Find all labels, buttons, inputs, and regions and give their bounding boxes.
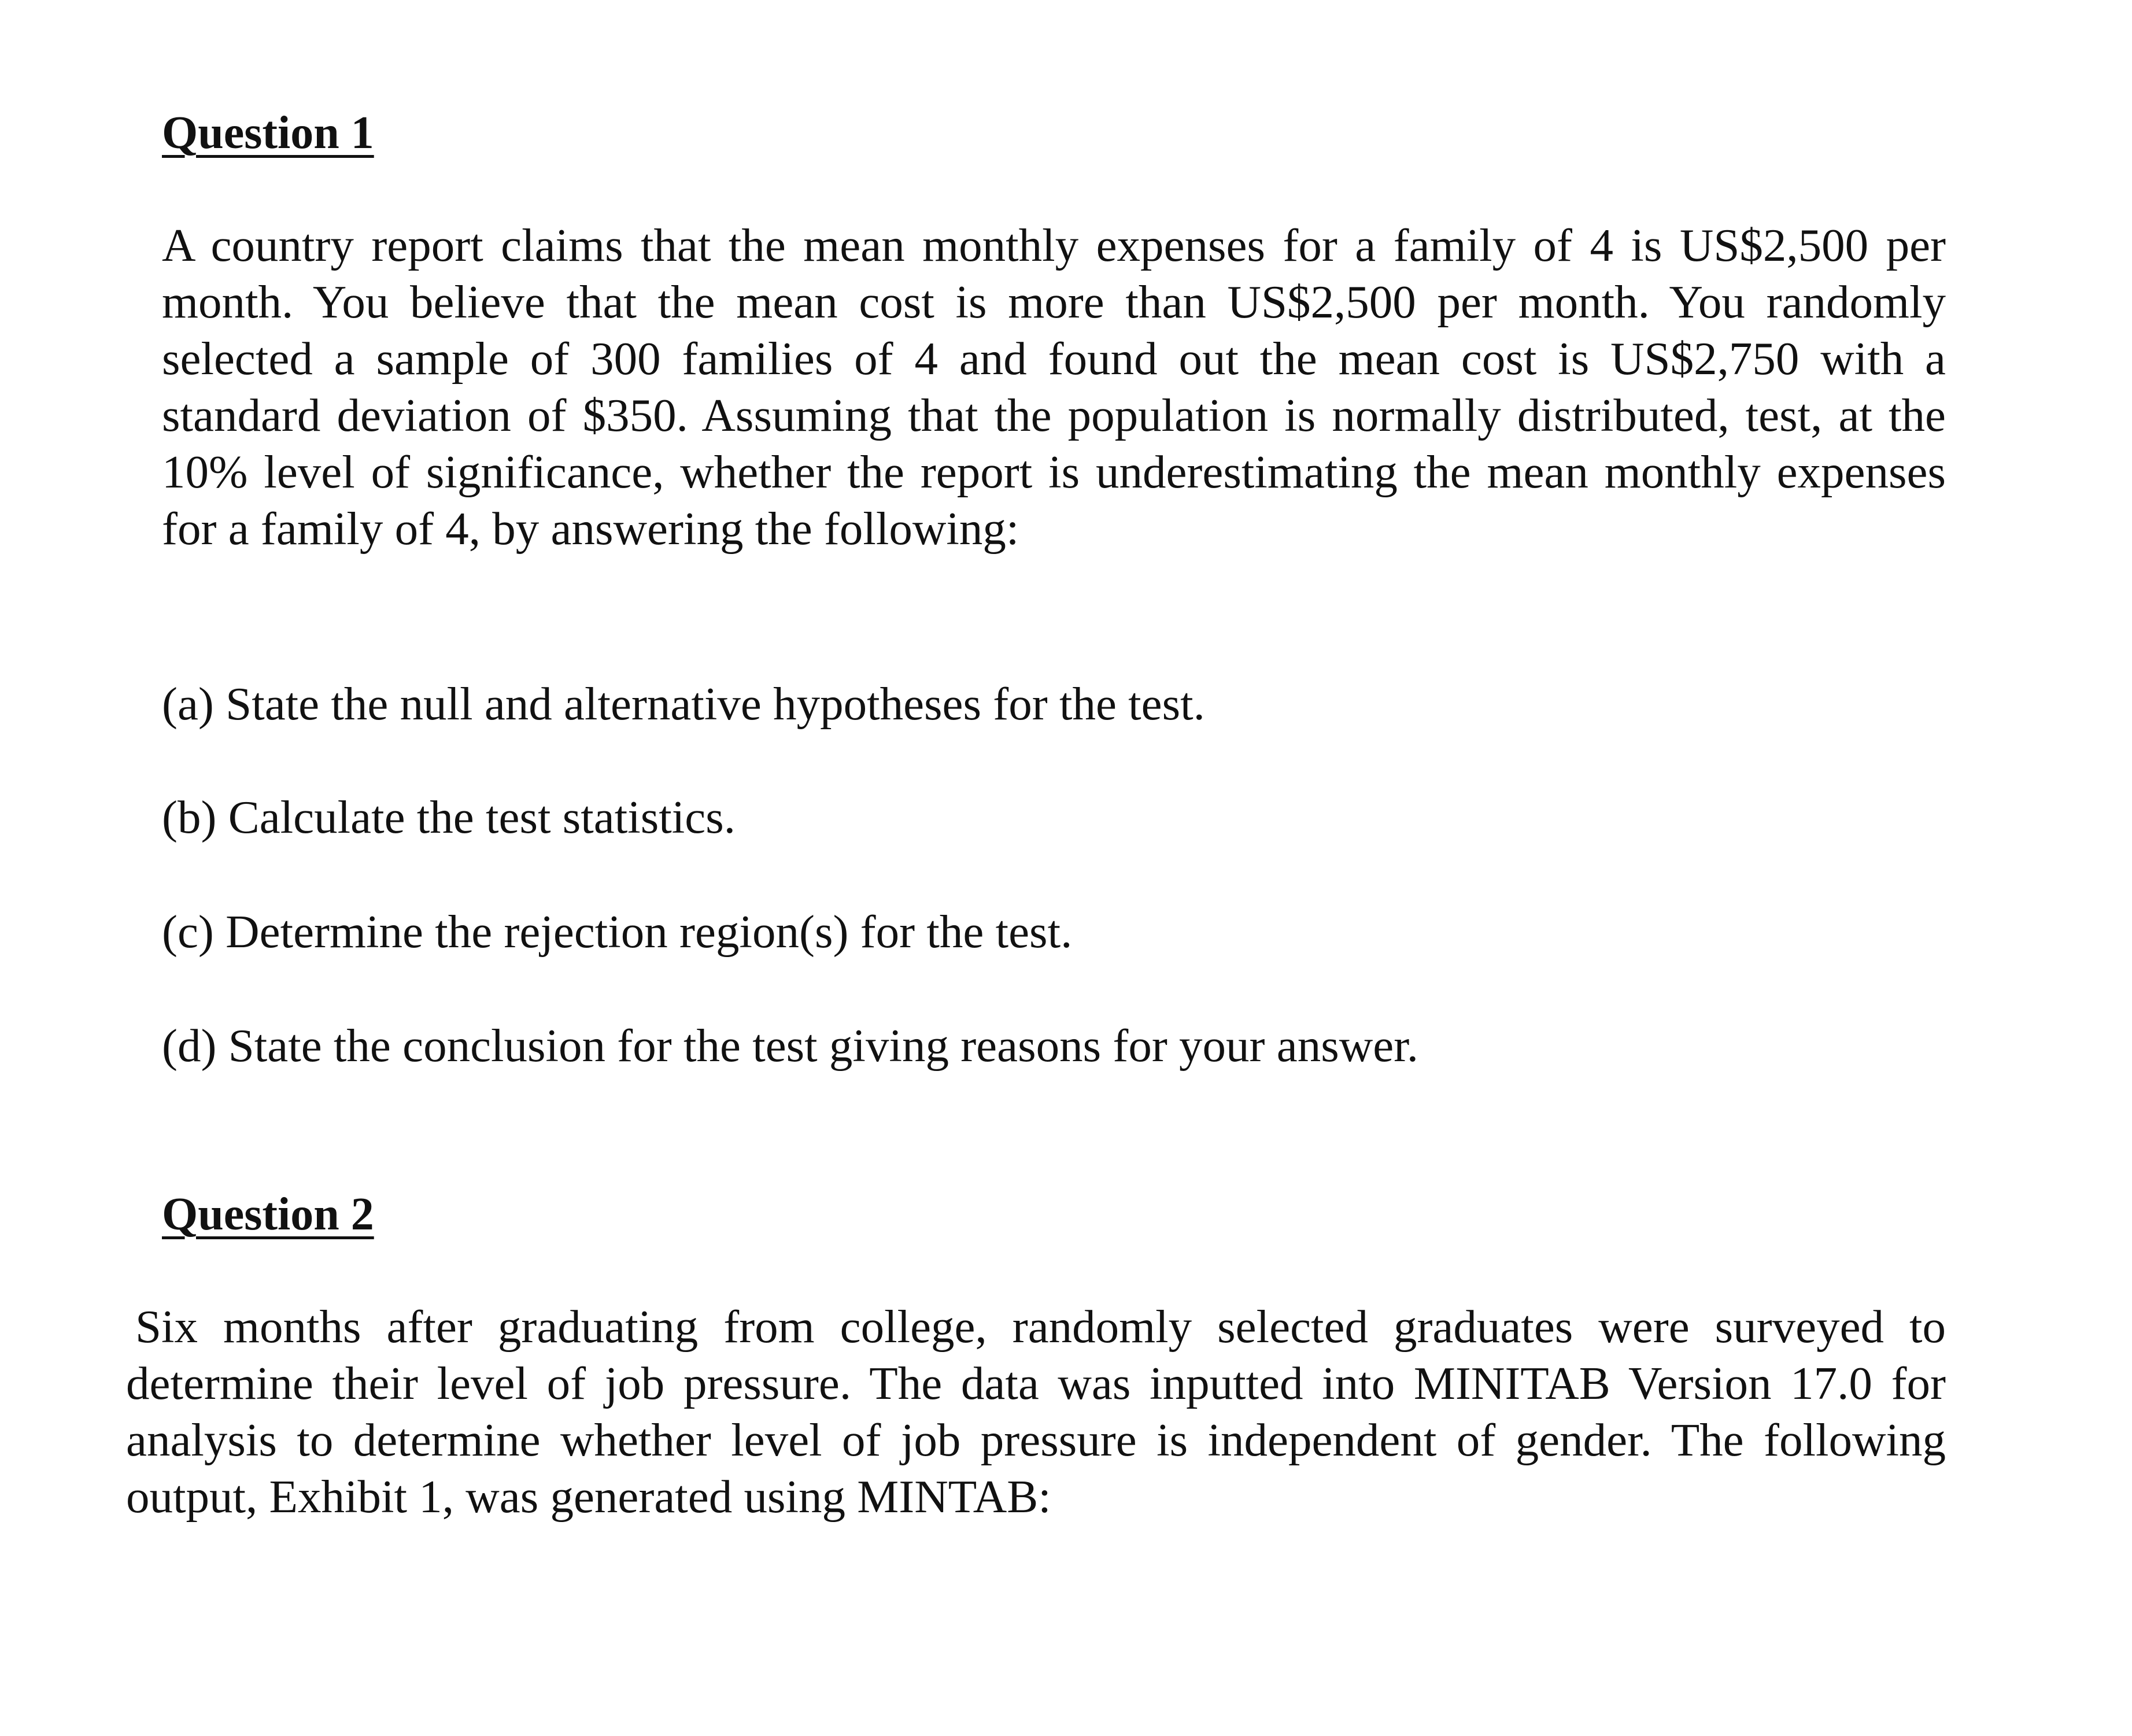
question-1-part-b: (b) Calculate the test statistics. (162, 791, 736, 843)
question-2-heading: Question 2 (162, 1189, 374, 1240)
question-1-part-a: (a) State the null and alternative hypotheses for the test. (162, 678, 1205, 730)
question-1-part-c: (c) Determine the rejection region(s) for the test. (162, 906, 1073, 958)
question-1-body: A country report claims that the mean monthly expenses for a family of 4 is US$2,500 per month. You believe that the mean cost is more than US$2,500 per month. You randomly selected a sample of 300 families of 4 and found out the mean cost is US$2,750 with a standard deviation of $350. Assuming that the population is normally distributed, test, at the 10% level of significance, whether the report is underestimating the mean monthly expenses for a family of 4, by answering the following: (162, 219, 1946, 555)
question-1-heading: Question 1 (162, 108, 374, 158)
question-2-body: Six months after graduating from college, randomly selected graduates were surveyed to determine their level of job pressure. The data was inputted into MINITAB Version 17.0 for analysis to determine whether level of job pressure is independent of gender. The following output, Exhibit 1, was generated using MINTAB: (126, 1301, 1946, 1523)
question-1-part-d: (d) State the conclusion for the test giving reasons for your answer. (162, 1020, 1418, 1072)
